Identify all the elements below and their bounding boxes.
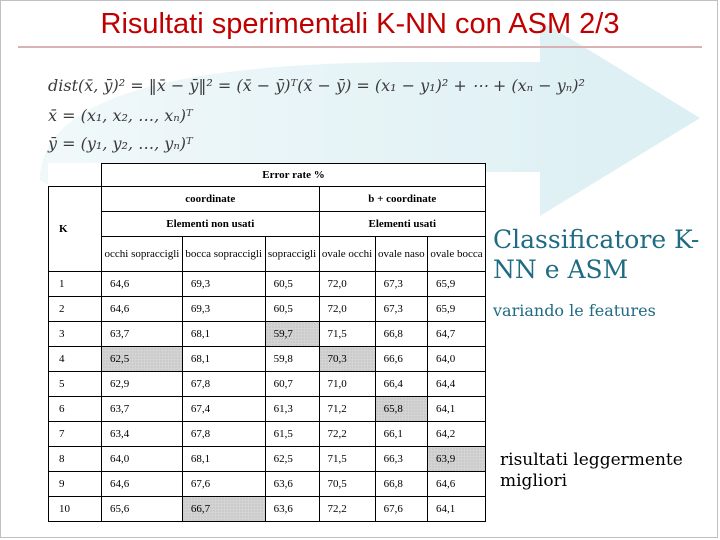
- error-rate-cell: 71,5: [319, 322, 375, 347]
- table-row: [49, 472, 486, 497]
- error-rate-cell: 69,3: [182, 297, 265, 322]
- error-rate-cell: 64,0: [102, 447, 183, 472]
- error-rate-cell: 71,5: [319, 447, 375, 472]
- error-rate-cell: 61,3: [265, 397, 319, 422]
- error-rate-cell: 67,4: [182, 397, 265, 422]
- error-rate-cell: 64,4: [428, 372, 486, 397]
- table-row: [49, 322, 486, 347]
- error-rate-cell: 65,6: [102, 497, 183, 522]
- error-rate-cell: 62,9: [102, 372, 183, 397]
- table-row: [49, 497, 486, 522]
- error-rate-cell: 63,7: [102, 397, 183, 422]
- error-rate-cell: 68,1: [182, 447, 265, 472]
- error-rate-cell: 63,7: [102, 322, 183, 347]
- table-row: [49, 447, 486, 472]
- group-b-coordinate-header: b + coordinate: [319, 187, 486, 212]
- slide-title: Risultati sperimentali K-NN con ASM 2/3: [100, 8, 620, 40]
- error-rate-cell: 59,8: [265, 347, 319, 372]
- table-row: [49, 397, 486, 422]
- k-value-cell: 1: [49, 272, 102, 297]
- column-header: sopraccigli: [265, 237, 319, 272]
- error-rate-cell: 61,5: [265, 422, 319, 447]
- error-rate-cell: 72,2: [319, 497, 375, 522]
- error-rate-cell: 64,2: [428, 422, 486, 447]
- column-header: ovale bocca: [428, 237, 486, 272]
- error-rate-cell: 65,9: [428, 272, 486, 297]
- error-rate-cell: 66,4: [375, 372, 427, 397]
- distance-formula: dist(x̄, ȳ)² = ‖x̄ − ȳ‖² = (x̄ − ȳ)ᵀ(x̄ − ȳ) = (x₁ − y₁)² + ⋯ + (xₙ − yₙ)²: [48, 76, 585, 95]
- error-rate-cell: 62,5: [102, 347, 183, 372]
- error-rate-cell: 64,7: [428, 322, 486, 347]
- error-rate-cell: 67,8: [182, 422, 265, 447]
- error-rate-cell: 66,6: [375, 347, 427, 372]
- k-value-cell: 6: [49, 397, 102, 422]
- column-header: occhi sopraccigli: [102, 237, 183, 272]
- k-value-cell: 2: [49, 297, 102, 322]
- usati-header: Elementi usati: [319, 212, 486, 237]
- k-value-cell: 4: [49, 347, 102, 372]
- error-rate-cell: 68,1: [182, 347, 265, 372]
- error-rate-cell: 72,0: [319, 297, 375, 322]
- error-rate-cell: 72,2: [319, 422, 375, 447]
- k-value-cell: 3: [49, 322, 102, 347]
- error-rate-cell: 66,3: [375, 447, 427, 472]
- error-rate-cell: 67,6: [375, 497, 427, 522]
- error-rate-cell: 63,9: [428, 447, 486, 472]
- side-note: risultati leggermente migliori: [500, 450, 683, 491]
- error-rate-cell: 63,6: [265, 497, 319, 522]
- side-subheading: variando le features: [493, 301, 656, 320]
- x-vector-formula: x̄ = (x₁, x₂, …, xₙ)ᵀ: [48, 106, 193, 125]
- table-caption: Error rate %: [102, 164, 486, 187]
- error-rate-cell: 62,5: [265, 447, 319, 472]
- error-rate-cell: 70,5: [319, 472, 375, 497]
- error-rate-cell: 66,8: [375, 472, 427, 497]
- error-rate-cell: 68,1: [182, 322, 265, 347]
- error-rate-cell: 67,3: [375, 297, 427, 322]
- error-rate-cell: 65,8: [375, 397, 427, 422]
- error-rate-cell: 69,3: [182, 272, 265, 297]
- side-heading: Classificatore K-NN e ASM: [493, 225, 700, 284]
- column-header: ovale naso: [375, 237, 427, 272]
- non-usati-header: Elementi non usati: [102, 212, 320, 237]
- column-header: bocca sopraccigli: [182, 237, 265, 272]
- error-rate-cell: 64,0: [428, 347, 486, 372]
- error-rate-cell: 71,0: [319, 372, 375, 397]
- k-column-header: K: [49, 187, 102, 272]
- error-rate-cell: 66,8: [375, 322, 427, 347]
- error-rate-cell: 64,1: [428, 497, 486, 522]
- k-value-cell: 8: [49, 447, 102, 472]
- error-rate-cell: 66,1: [375, 422, 427, 447]
- k-value-cell: 9: [49, 472, 102, 497]
- error-rate-cell: 64,6: [102, 472, 183, 497]
- table-row: [49, 272, 486, 297]
- error-rate-cell: 59,7: [265, 322, 319, 347]
- error-rate-cell: 72,0: [319, 272, 375, 297]
- error-rate-cell: 67,3: [375, 272, 427, 297]
- y-vector-formula: ȳ = (y₁, y₂, …, yₙ)ᵀ: [48, 134, 193, 153]
- error-rate-cell: 64,1: [428, 397, 486, 422]
- error-rate-cell: 60,5: [265, 297, 319, 322]
- error-rate-cell: 60,7: [265, 372, 319, 397]
- column-header: ovale occhi: [319, 237, 375, 272]
- table-row: [49, 297, 486, 322]
- error-rate-cell: 67,6: [182, 472, 265, 497]
- table-row: [49, 347, 486, 372]
- table-body: [49, 272, 486, 522]
- error-rate-cell: 64,6: [102, 272, 183, 297]
- error-rate-cell: 64,6: [428, 472, 486, 497]
- error-rate-cell: 70,3: [319, 347, 375, 372]
- error-rate-cell: 71,2: [319, 397, 375, 422]
- k-value-cell: 10: [49, 497, 102, 522]
- title-divider: [18, 46, 702, 48]
- k-value-cell: 7: [49, 422, 102, 447]
- error-rate-cell: 66,7: [182, 497, 265, 522]
- k-value-cell: 5: [49, 372, 102, 397]
- error-rate-cell: 65,9: [428, 297, 486, 322]
- error-rate-cell: 64,6: [102, 297, 183, 322]
- table-row: [49, 422, 486, 447]
- error-rate-table: [48, 163, 486, 522]
- group-coordinate-header: coordinate: [102, 187, 320, 212]
- error-rate-cell: 67,8: [182, 372, 265, 397]
- error-rate-cell: 63,6: [265, 472, 319, 497]
- table-row: [49, 372, 486, 397]
- error-rate-cell: 63,4: [102, 422, 183, 447]
- error-rate-cell: 60,5: [265, 272, 319, 297]
